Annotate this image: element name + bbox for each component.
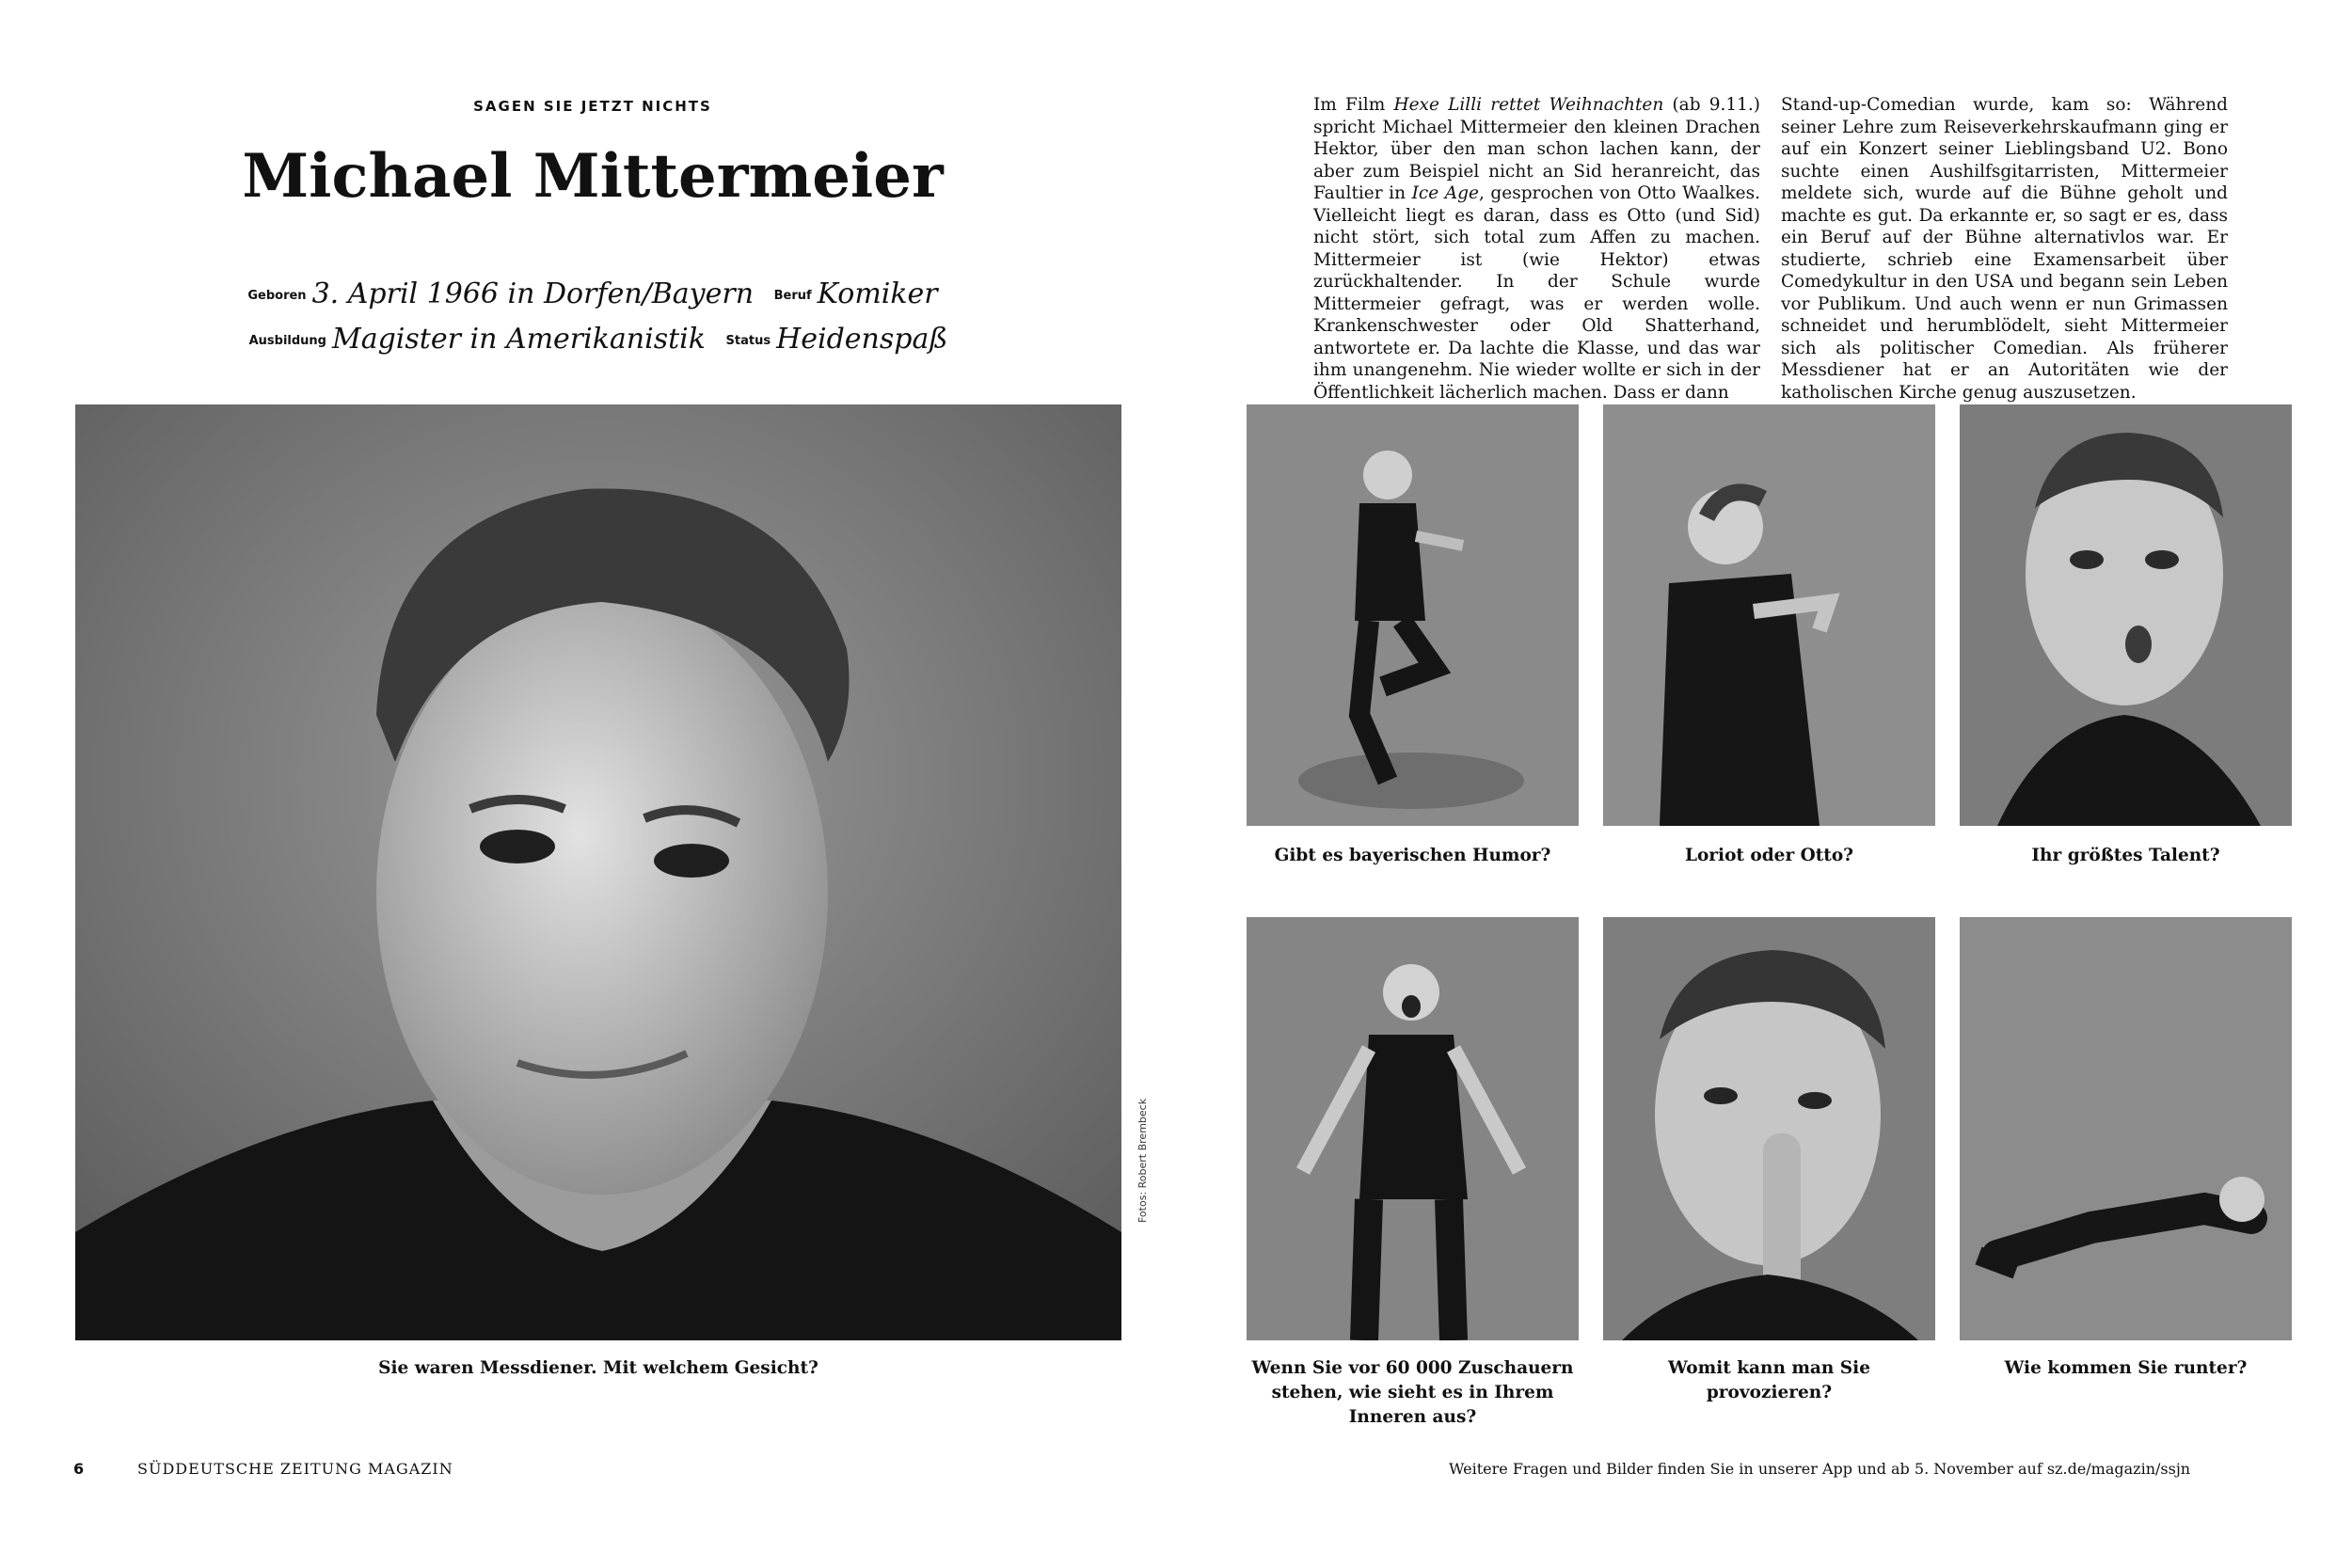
eyes-up-pose-illustration [1960, 404, 2292, 826]
main-portrait-photo [75, 404, 1121, 1340]
grid-caption-1: Gibt es bayerischen Humor? [1274, 846, 1551, 865]
page-number: 6 [73, 1460, 85, 1478]
film-title-italic: Hexe Lilli rettet Weihnachten [1393, 95, 1664, 115]
footer-note: Weitere Fragen und Bilder finden Sie in unserer App und ab 5. November auf sz.de/magazin/ssjn [1449, 1460, 2191, 1478]
section-kicker: SAGEN SIE JETZT NICHTS [473, 98, 712, 115]
finger-nose-pose-illustration [1603, 917, 1935, 1340]
grid-photo-1 [1247, 404, 1579, 826]
body-text-run: Im Film [1313, 95, 1394, 115]
grid-photo-4 [1247, 917, 1579, 1340]
body-text-column-1 [1313, 94, 1760, 404]
grid-caption-3: Ihr größtes Talent? [2031, 846, 2220, 865]
screaming-pose-illustration [1247, 917, 1579, 1340]
arms-crossed-pose-illustration [1603, 404, 1935, 826]
main-portrait-caption: Sie waren Messdiener. Mit welchem Gesicht? [378, 1358, 818, 1378]
grid-caption-5: Womit kann man Sie provozieren? [1668, 1358, 1870, 1402]
article-headline: Michael Mittermeier [242, 141, 944, 212]
body-text-column-2: Stand-up-Comedian wurde, kam so: Während seiner Lehre zum Reiseverkehrskaufmann ging er auf ein Konzert seiner Lieblingsband U2. Bono suchte einen Aushilfsgitarristen, Mittermeier meldete sich, wurde auf die Bühne geholt und machte es gut. Da erkannte er, so sagt er es, dass ein Beruf auf der Bühne alternativlos war. Er studierte, schrieb eine Examensarbeit über Comedykultur in den USA und begann sein Leben vor Publikum. Und auch wenn er nun Grimassen schneidet und herumblödelt, sieht Mittermeier sich als politischer Comedian. Als früherer Messdiener hat er an Autoritäten wie der katholischen Kirche genug auszusetzen. [1781, 95, 2228, 403]
grid-caption-4: Wenn Sie vor 60 000 Zuschauern stehen, wie sieht es in Ihrem Inneren aus? [1251, 1358, 1574, 1427]
magazine-name: SÜDDEUTSCHE ZEITUNG MAGAZIN [137, 1460, 453, 1478]
lying-down-pose-illustration [1960, 917, 2292, 1340]
grid-photo-2 [1603, 404, 1935, 826]
portrait-illustration [75, 404, 1121, 1340]
fact-value-status: Heidenspaß [776, 323, 948, 356]
fact-value-job: Komiker [817, 277, 938, 310]
photo-credit: Fotos: Robert Brembeck [1136, 1098, 1149, 1223]
fact-label-status: Status [725, 334, 771, 348]
grid-caption-6: Wie kommen Sie runter? [2004, 1358, 2248, 1378]
body-text-run: (ab 9.11.) spricht Michael Mittermeier den kleinen Drachen Hektor, über den man schon lachen kann, der aber zum Beispiel nicht an Sid heranreicht, das Faultier in [1313, 95, 1761, 203]
fact-label-born: Geboren [247, 289, 307, 303]
grid-photo-5 [1603, 917, 1935, 1340]
body-text-run: , gesprochen von Otto Waalkes. Vielleicht liegt es daran, dass es Otto (und Sid) nicht stört, sich total zum Affen zu machen. Mittermeier ist (wie Hektor) etwas zurückhaltender. In der Schule wurde Mittermeier gefragt, was er werden wolle. Krankenschwester oder Old Shatterhand, antwortete er. Da lachte die Klasse, und das war ihm unangenehm. Nie wieder wollte er sich in der Öffentlichkeit lächerlich machen. Dass er dann [1313, 183, 1761, 403]
fact-value-education: Magister in Amerikanistik [332, 323, 706, 356]
grid-photo-3 [1960, 404, 2292, 826]
standing-pose-illustration [1247, 404, 1579, 826]
fact-label-job: Beruf [773, 289, 812, 303]
grid-photo-6 [1960, 917, 2292, 1340]
facts-block [160, 273, 1025, 363]
film-title-italic: Ice Age [1411, 183, 1479, 203]
fact-value-born: 3. April 1966 in Dorfen/Bayern [311, 277, 755, 310]
grid-caption-2: Loriot oder Otto? [1684, 846, 1854, 865]
fact-label-education: Ausbildung [248, 334, 326, 348]
